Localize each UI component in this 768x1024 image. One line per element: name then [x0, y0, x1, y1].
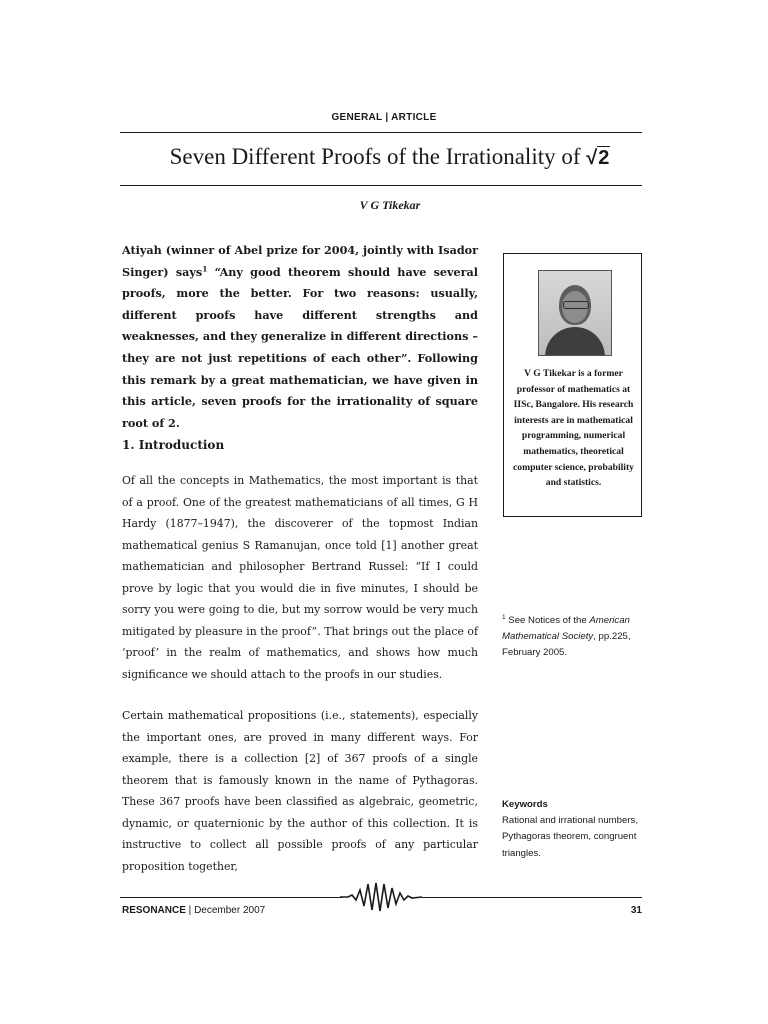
issue-date: December 2007 [194, 905, 266, 916]
footnote [502, 613, 652, 662]
footer-rule-left [120, 897, 342, 898]
footnote-ref: 1 [202, 263, 208, 273]
author-bio: V G Tikekar is a former professor of mathematics at IISc, Bangalore. His research interests are in mathematical programming, numerical mathematics, theoretical computer science, probability and statistics. [513, 368, 634, 489]
paragraph-2: Certain mathematical propositions (i.e., statements), especially the important ones, are proved in many different ways. For example, there is a collection [2] of 367 proofs of a single theorem that is famously known in the name of Pythagoras. These 367 proofs have been classified as algebraic, geometric, dynamic, or quaternionic by the author of this collection. It is instructive to collect all possible proofs of any particular proposition together, [122, 709, 478, 873]
journal-name: RESONANCE [122, 905, 186, 916]
footnote-suffix: , pp.225, February 2005. [502, 631, 631, 659]
footnote-journal: American Mathematical Society [502, 615, 630, 643]
title-rule [120, 185, 642, 186]
title-text: Seven Different Proofs of the Irrationality of [169, 144, 581, 169]
article-title [120, 144, 660, 170]
abstract-text-2: “Any good theorem should have several proofs, more the better. For two reasons: usually, different proofs have different strengths and weaknesses, and they generalize in different directions – they are not just repetitions of each other”. Following this remark by a great mathematician, we have given in this article, seven proofs for the irrationality of square root of 2. [122, 264, 478, 430]
header-rule [120, 132, 642, 133]
author-photo [538, 270, 612, 356]
author-info-box [503, 253, 642, 517]
footer-rule-right [422, 897, 642, 898]
abstract-text-1: Atiyah (winner of Abel prize for 2004, jointly with Isador Singer) says [122, 243, 478, 279]
author-name: V G Tikekar [359, 198, 421, 212]
sqrt-symbol: √ [586, 147, 598, 169]
section-label: GENERAL | ARTICLE [331, 112, 437, 123]
page-number: 31 [630, 905, 642, 916]
footnote-prefix: See Notices of the [505, 615, 590, 626]
sqrt-value: 2 [598, 147, 610, 169]
keywords-text: Rational and irrational numbers, Pythagoras theorem, congruent triangles. [502, 815, 638, 859]
footer-separator: | [185, 905, 195, 916]
abstract [122, 240, 478, 434]
footer-journal [122, 905, 265, 916]
sqrt-two [586, 146, 610, 169]
resonance-wave-icon [340, 880, 422, 914]
keywords-title: Keywords [502, 799, 548, 810]
paragraph-1: Of all the concepts in Mathematics, the most important is that of a proof. One of the greatest mathematicians of all times, G H Hardy (1877–1947), the discoverer of the topmost Indian mathematical genius S Ramanujan, once told [1] another great mathematician and philosopher Bertrand Russel: “If I could prove by logic that you would die in five minutes, I should be sorry you were going to die, but my sorrow would be very much mitigated by pleasure in the proof”. That brings out the place of ‘proof’ in the realm of mathematics, and shows how much significance we should attach to the proofs in our studies. [122, 474, 478, 681]
section-heading: 1. Introduction [122, 438, 225, 452]
keywords-box [502, 797, 652, 862]
footnote-number: 1 [502, 613, 506, 621]
